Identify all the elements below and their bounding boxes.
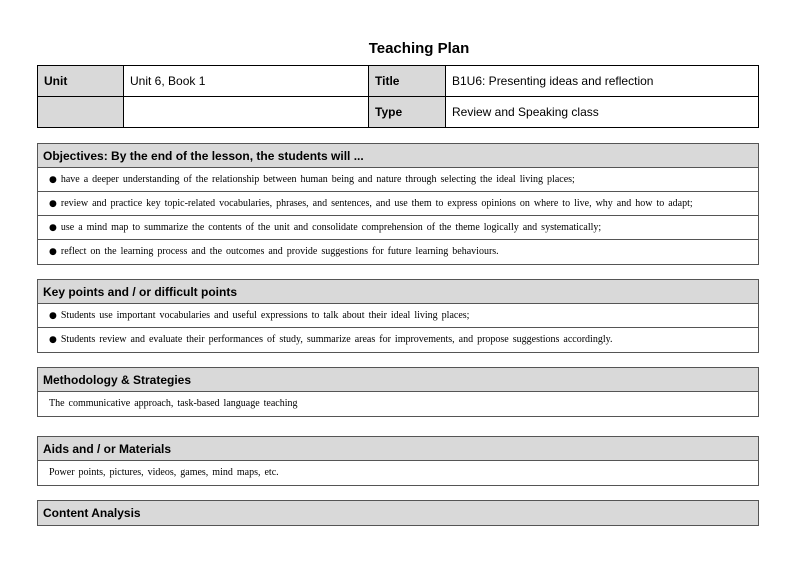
aids-section — [37, 436, 759, 486]
title-value: B1U6: Presenting ideas and reflection — [446, 66, 759, 97]
unit-label: Unit — [38, 66, 124, 97]
unit-value: Unit 6, Book 1 — [124, 66, 369, 97]
list-item: ● Students review and evaluate their performances of study, summarize areas for improvements, and propose suggestions accordingly. — [49, 334, 613, 345]
content-analysis-section — [37, 500, 759, 526]
key-points-section — [37, 279, 759, 353]
type-label: Type — [369, 97, 446, 128]
bullet-icon: ● — [49, 175, 57, 185]
objectives-section — [37, 143, 759, 265]
header-table — [37, 65, 759, 128]
bullet-icon: ● — [49, 335, 57, 345]
list-item: ● review and practice key topic-related vocabularies, phrases, and sentences, and use them to express opinions on where to live, why and how to adapt; — [38, 192, 758, 216]
empty-cell — [38, 97, 124, 128]
methodology-text: The communicative approach, task-based language teaching — [49, 398, 298, 409]
list-item: ● reflect on the learning process and the outcomes and provide suggestions for future learning behaviours. — [49, 246, 499, 257]
objectives-heading: Objectives: By the end of the lesson, the students will ... — [38, 144, 758, 168]
methodology-heading: Methodology & Strategies — [38, 368, 758, 392]
empty-cell — [124, 97, 369, 128]
bullet-icon: ● — [49, 199, 57, 209]
bullet-icon: ● — [49, 311, 57, 321]
bullet-icon: ● — [49, 247, 57, 257]
aids-text: Power points, pictures, videos, games, mind maps, etc. — [49, 467, 279, 478]
title-label: Title — [369, 66, 446, 97]
list-item: ● have a deeper understanding of the relationship between human being and nature through selecting the ideal living places; — [38, 168, 758, 192]
list-item: ● use a mind map to summarize the contents of the unit and consolidate comprehension of the theme logically and systematically; — [38, 216, 758, 240]
type-value: Review and Speaking class — [446, 97, 759, 128]
key-points-heading: Key points and / or difficult points — [38, 280, 758, 304]
list-item: ● Students use important vocabularies and useful expressions to talk about their ideal living places; — [38, 304, 758, 328]
page-title: Teaching Plan — [368, 40, 470, 57]
aids-heading: Aids and / or Materials — [38, 437, 758, 461]
methodology-section — [37, 367, 759, 417]
content-analysis-heading: Content Analysis — [38, 501, 758, 525]
bullet-icon: ● — [49, 223, 57, 233]
